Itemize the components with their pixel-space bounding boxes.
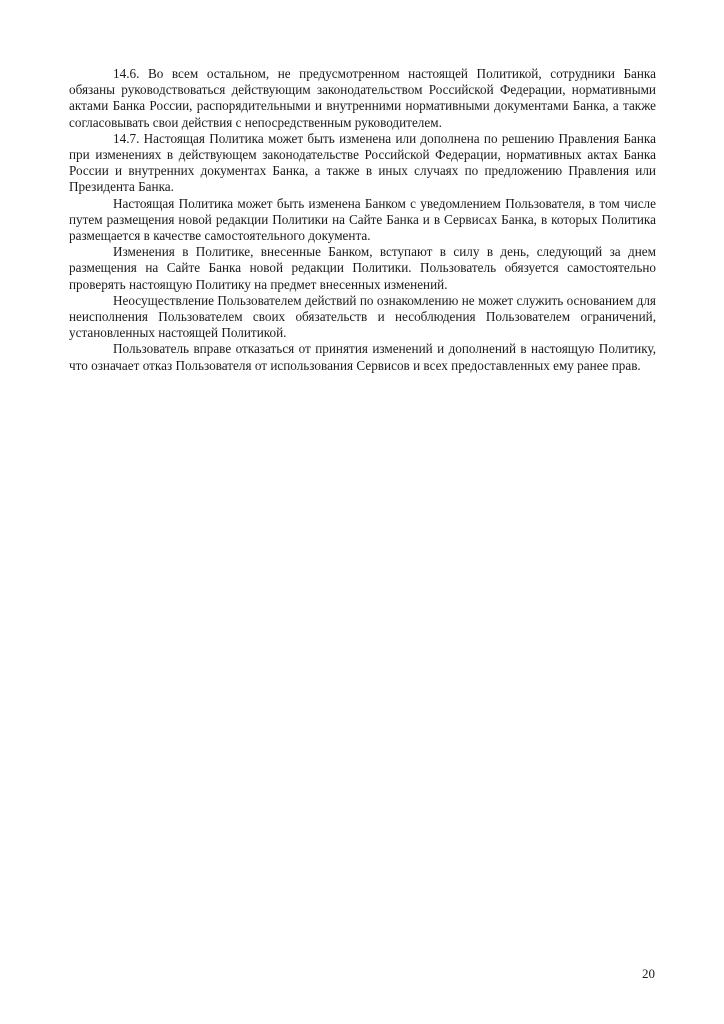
page-number: 20: [642, 966, 655, 981]
paragraph-changes-effective: Изменения в Политике, внесенные Банком, вступают в силу в день, следующий за днем размещения на Сайте Банка новой редакции Политики. Пользователь обязуется самостоятельно проверять настоящую Политику на предмет внесенных изменений.: [69, 244, 656, 292]
paragraph-policy-change-notice: Настоящая Политика может быть изменена Банком с уведомлением Пользователя, в том числе путем размещения новой редакции Политики на Сайте Банка и в Сервисах Банка, в которых Политика размещается в качестве самостоятельного документа.: [69, 195, 656, 244]
paragraph-14-7: 14.7. Настоящая Политика может быть изменена или дополнена по решению Правления Банка при изменениях в действующем законодательстве Российской Федерации, нормативных актах Банка России и внутренних документах Банка, а также в иных случаях по предложению Правления или Президента Банка.: [69, 130, 656, 195]
paragraph-non-acquaintance: Неосуществление Пользователем действий по ознакомлению не может служить основанием для неисполнения Пользователем своих обязательств и несоблюдения Пользователем ограничений, установленных настоящей Политикой.: [69, 292, 656, 341]
paragraph-user-refusal: Пользователь вправе отказаться от принятия изменений и дополнений в настоящую Политику, что означает отказ Пользователя от использования Сервисов и всех предоставленных ему ранее прав.: [69, 341, 656, 373]
document-body: [69, 66, 656, 374]
paragraph-14-6: 14.6. Во всем остальном, не предусмотренном настоящей Политикой, сотрудники Банка обязаны руководствоваться действующим законодательством Российской Федерации, нормативными актами Банка России, распорядительными и внутренними нормативными документами Банка, а также согласовывать свои действия с непосредственным руководителем.: [69, 66, 656, 130]
